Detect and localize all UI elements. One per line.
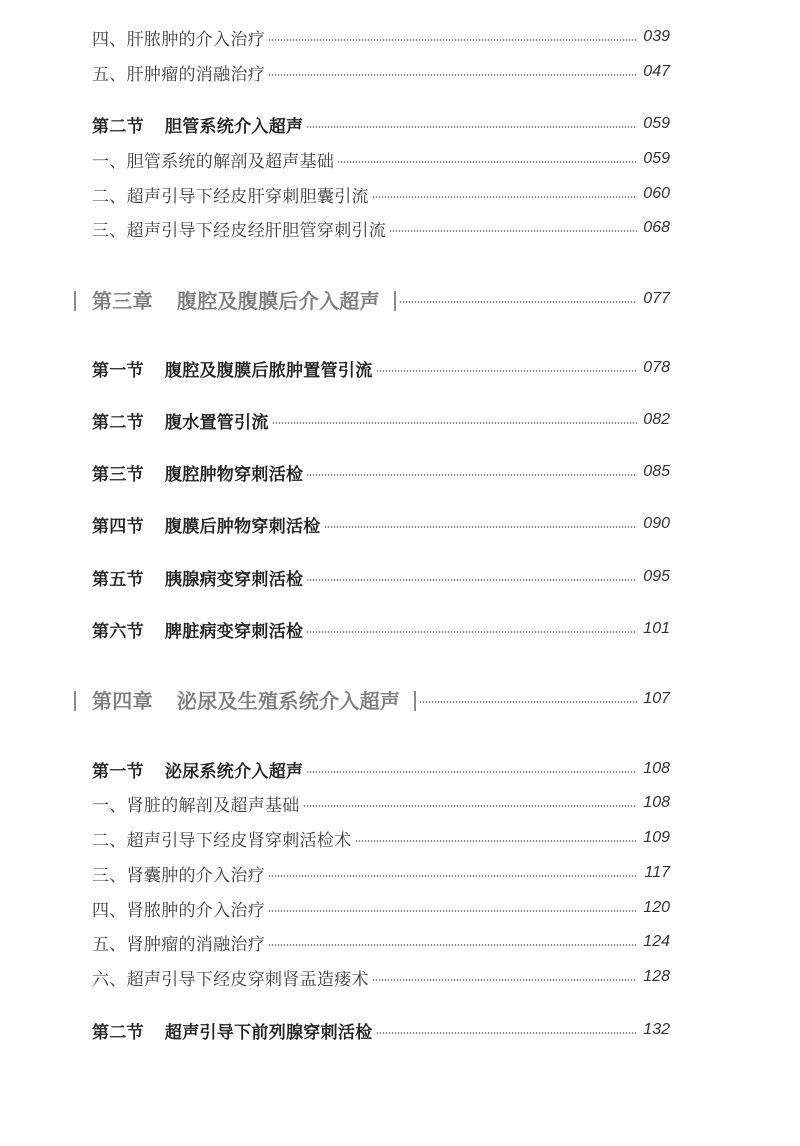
toc-item[interactable] — [92, 927, 670, 957]
toc-page-number: 120 — [643, 899, 670, 916]
toc-section-title — [92, 512, 321, 537]
toc-item-title: 二、超声引导下经皮肝穿刺胆囊引流 — [92, 186, 369, 207]
toc-section[interactable] — [92, 562, 670, 592]
toc-section-title — [92, 356, 373, 381]
toc-item[interactable] — [92, 144, 670, 174]
toc-item[interactable] — [92, 22, 670, 52]
toc-page-number: 107 — [643, 690, 670, 707]
toc-page-number: 101 — [643, 620, 670, 637]
toc-page-number: 108 — [643, 794, 670, 811]
section-title-text: 超声引导下前列腺穿刺活检 — [164, 1022, 373, 1043]
toc-page-number: 095 — [643, 568, 670, 585]
section-title-text: 泌尿系统介入超声 — [164, 761, 304, 782]
chapter-bar-left — [74, 691, 76, 711]
section-number: 第二节 — [92, 1022, 144, 1043]
toc-section[interactable] — [92, 1015, 670, 1045]
dot-leader — [399, 301, 637, 303]
toc-item-title: 六、超声引导下经皮穿刺肾盂造瘘术 — [92, 969, 369, 990]
toc-page-number: 077 — [643, 290, 670, 307]
chapter-bar-right — [414, 691, 416, 711]
section-title-text: 腹腔肿物穿刺活检 — [164, 464, 304, 485]
section-number: 第五节 — [92, 569, 144, 590]
dot-leader — [376, 370, 637, 372]
toc-chapter-title — [74, 285, 396, 314]
dot-leader — [272, 422, 637, 424]
section-number: 第一节 — [92, 761, 144, 782]
toc-page-number: 047 — [643, 63, 670, 80]
section-title-text: 脾脏病变穿刺活检 — [164, 621, 304, 642]
toc-item[interactable] — [92, 893, 670, 923]
dot-leader — [306, 631, 637, 633]
toc-page-number: 039 — [643, 28, 670, 45]
toc-page-number: 085 — [643, 463, 670, 480]
dot-leader — [268, 875, 637, 877]
toc-page-number: 090 — [643, 515, 670, 532]
toc-item[interactable] — [92, 179, 670, 209]
dot-leader — [268, 74, 637, 76]
toc-page-number: 109 — [643, 829, 670, 846]
dot-leader — [355, 840, 638, 842]
dot-leader — [268, 944, 637, 946]
section-title-text: 腹腔及腹膜后脓肿置管引流 — [164, 360, 373, 381]
toc-page-number: 078 — [643, 359, 670, 376]
toc-item-title: 三、肾囊肿的介入治疗 — [92, 865, 265, 886]
toc-item[interactable] — [92, 823, 670, 853]
toc-page-number: 108 — [643, 760, 670, 777]
toc-section[interactable] — [92, 614, 670, 644]
dot-leader — [306, 579, 637, 581]
toc-item[interactable] — [92, 213, 670, 243]
chapter-bar-left — [74, 291, 76, 311]
toc-section-title — [92, 112, 303, 137]
toc-section[interactable] — [92, 109, 670, 139]
toc-item-title: 四、肾脓肿的介入治疗 — [92, 900, 265, 921]
dot-leader — [306, 771, 637, 773]
section-number: 第六节 — [92, 621, 144, 642]
section-title-text: 胰腺病变穿刺活检 — [164, 569, 304, 590]
toc-section-title — [92, 565, 303, 590]
dot-leader — [303, 805, 637, 807]
toc-item-title: 四、肝脓肿的介入治疗 — [92, 29, 265, 50]
toc-section-title — [92, 757, 303, 782]
section-number: 第三节 — [92, 464, 144, 485]
dot-leader — [419, 701, 637, 703]
toc-section[interactable] — [92, 353, 670, 383]
chapter-bar-right — [394, 291, 396, 311]
toc-page-number: 082 — [643, 411, 670, 428]
chapter-number: 第三章 — [92, 288, 153, 313]
dot-leader — [372, 979, 637, 981]
toc-item-title: 五、肝肿瘤的消融治疗 — [92, 64, 265, 85]
section-number: 第二节 — [92, 412, 144, 433]
toc-page-number: 124 — [643, 933, 670, 950]
toc-section[interactable] — [92, 457, 670, 487]
dot-leader — [337, 161, 637, 163]
dot-leader — [268, 39, 637, 41]
dot-leader — [376, 1032, 637, 1034]
toc-section[interactable] — [92, 405, 670, 435]
toc-section-title — [92, 408, 269, 433]
dot-leader — [306, 474, 637, 476]
section-title-text: 腹膜后肿物穿刺活检 — [164, 516, 321, 537]
dot-leader — [389, 230, 637, 232]
dot-leader — [306, 126, 637, 128]
toc-chapter[interactable] — [74, 684, 670, 714]
toc-item-title: 二、超声引导下经皮肾穿刺活检术 — [92, 830, 352, 851]
section-number: 第一节 — [92, 360, 144, 381]
chapter-title-text: 泌尿及生殖系统介入超声 — [176, 688, 401, 713]
dot-leader — [372, 196, 637, 198]
toc-item[interactable] — [92, 962, 670, 992]
toc-item[interactable] — [92, 858, 670, 888]
toc-section-title — [92, 617, 303, 642]
toc-page-number: 128 — [643, 968, 670, 985]
toc-item-title: 五、肾肿瘤的消融治疗 — [92, 934, 265, 955]
toc-item-title: 一、胆管系统的解剖及超声基础 — [92, 151, 335, 172]
toc-page-number: 117 — [644, 864, 670, 881]
toc-chapter[interactable] — [74, 284, 670, 314]
section-number: 第二节 — [92, 116, 144, 137]
section-title-text: 胆管系统介入超声 — [164, 116, 304, 137]
chapter-number: 第四章 — [92, 688, 153, 713]
toc-item-title: 一、肾脏的解剖及超声基础 — [92, 795, 300, 816]
dot-leader — [268, 910, 637, 912]
toc-page-number: 059 — [643, 150, 670, 167]
toc-item[interactable] — [92, 788, 670, 818]
toc-section-title — [92, 460, 303, 485]
dot-leader — [324, 526, 637, 528]
toc-chapter-title — [74, 685, 416, 714]
toc-section[interactable] — [92, 509, 670, 539]
toc-section-title — [92, 1018, 373, 1043]
section-title-text: 腹水置管引流 — [164, 412, 269, 433]
toc-page-number: 059 — [643, 115, 670, 132]
section-number: 第四节 — [92, 516, 144, 537]
toc-page-number: 132 — [643, 1021, 670, 1038]
toc-section[interactable] — [92, 754, 670, 784]
chapter-title-text: 腹腔及腹膜后介入超声 — [176, 288, 380, 313]
toc-page-number: 060 — [643, 185, 670, 202]
toc-item[interactable] — [92, 57, 670, 87]
toc-item-title: 三、超声引导下经皮经肝胆管穿刺引流 — [92, 220, 387, 241]
toc-page-number: 068 — [643, 219, 670, 236]
